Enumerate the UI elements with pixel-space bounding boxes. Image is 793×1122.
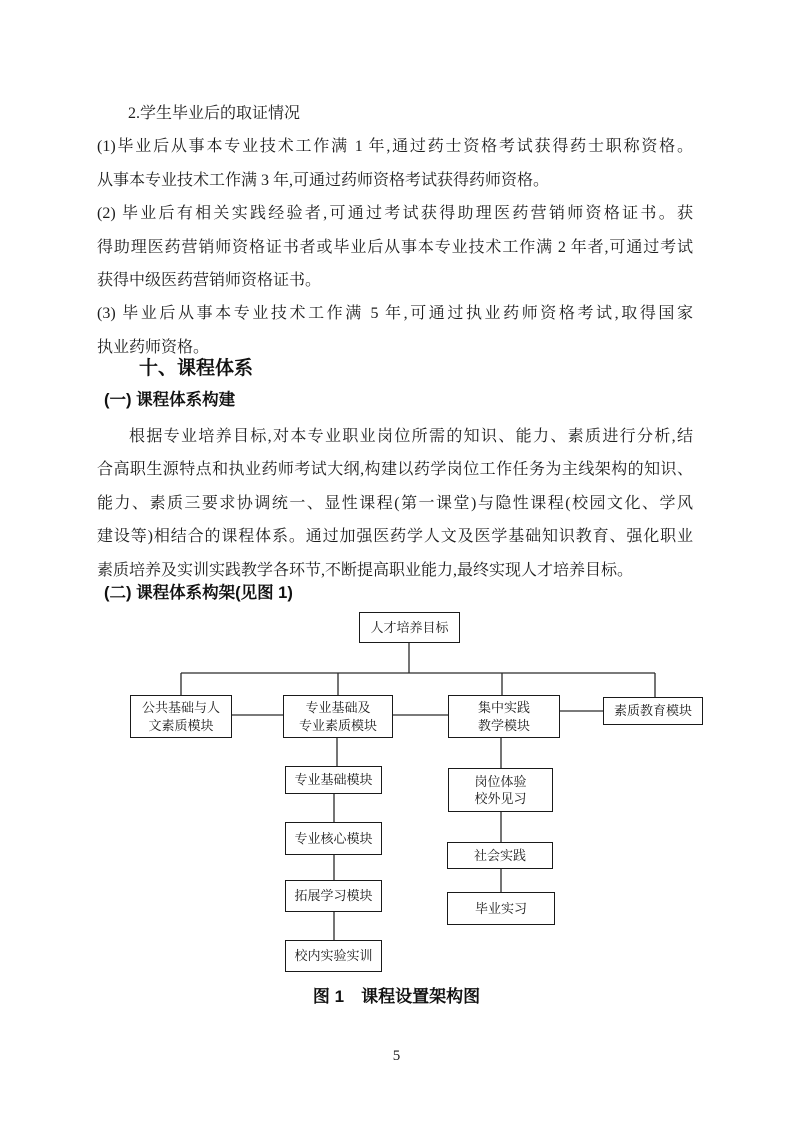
node-label: 专业基础模块 <box>294 772 373 788</box>
node-extended-learning-module <box>285 880 382 912</box>
node-talent-goal <box>359 612 460 643</box>
node-label: 社会实践 <box>473 847 526 863</box>
course-system-paragraph <box>97 420 693 587</box>
node-label: 毕业实习 <box>474 900 527 916</box>
node-label: 专业基础及 <box>305 700 371 715</box>
subsection-heading-1: (一) 课程体系构建 <box>104 391 236 409</box>
node-post-experience-internship <box>448 768 553 812</box>
paragraph-line: 根据专业培养目标,对本专业职业岗位所需的知识、能力、素质进行分析,结 <box>129 428 693 445</box>
body-line: 从事本专业技术工作满 3 年,可通过药师资格考试获得药师资格。 <box>97 171 550 189</box>
subsection-heading-2: (二) 课程体系构架(见图 1) <box>104 584 293 602</box>
node-graduation-internship <box>447 892 555 925</box>
paragraph-line: 能力、素质三要求协调统一、显性课程(第一课堂)与隐性课程(校园文化、学风 <box>97 494 693 512</box>
node-social-practice <box>447 842 553 869</box>
node-label: 专业素质模块 <box>298 717 377 733</box>
node-label: 校外见习 <box>474 791 527 806</box>
node-label: 校内实验实训 <box>294 948 373 964</box>
body-line: (2) 毕业后有相关实践经验者,可通过考试获得助理医药营销师资格证书。获 <box>97 205 693 223</box>
node-public-basic-humanities-module <box>130 695 232 738</box>
paragraph-line: 素质培养及实训实践教学各环节,不断提高职业能力,最终实现人才培养目标。 <box>97 561 634 579</box>
node-label: 岗位体验 <box>474 773 527 789</box>
body-line: (3) 毕业后从事本专业技术工作满 5 年,可通过执业药师资格考试,取得国家 <box>97 305 693 323</box>
body-line: (1)毕业后从事本专业技术工作满 1 年,通过药士资格考试获得药士职称资格。 <box>97 138 693 156</box>
body-line: 执业药师资格。 <box>97 338 210 356</box>
node-label: 专业核心模块 <box>294 830 373 846</box>
node-professional-basic-module <box>285 766 382 794</box>
node-quality-education-module <box>603 697 703 725</box>
node-label: 集中实践 <box>477 700 530 715</box>
node-label: 拓展学习模块 <box>294 888 373 904</box>
node-professional-basic-quality-module <box>283 695 393 738</box>
node-label: 素质教育模块 <box>613 703 692 719</box>
node-label: 人才培养目标 <box>370 619 449 635</box>
node-campus-experiment-training <box>285 940 382 972</box>
node-label: 文素质模块 <box>148 717 214 733</box>
page-number: 5 <box>392 1048 401 1064</box>
body-line: 得助理医药营销师资格证书者或毕业后从事本专业技术工作满 2 年者,可通过考试 <box>97 238 693 256</box>
paragraph-line: 合高职生源特点和执业药师考试大纲,构建以药学岗位工作任务为主线架构的知识、 <box>97 461 693 479</box>
section-heading: 十、课程体系 <box>139 358 254 379</box>
node-label: 公共基础与人 <box>141 700 220 715</box>
body-line: 2.学生毕业后的取证情况 <box>128 105 301 122</box>
paragraph-line: 建设等)相结合的课程体系。通过加强医药学人文及医学基础知识教育、强化职业 <box>97 528 693 546</box>
node-centralized-practice-module <box>448 695 560 738</box>
node-professional-core-module <box>285 822 382 855</box>
node-label: 教学模块 <box>477 717 530 733</box>
figure-caption: 图 1 课程设置架构图 <box>312 987 481 1006</box>
certification-paragraphs <box>97 97 693 364</box>
body-line: 获得中级医药营销师资格证书。 <box>97 272 322 290</box>
